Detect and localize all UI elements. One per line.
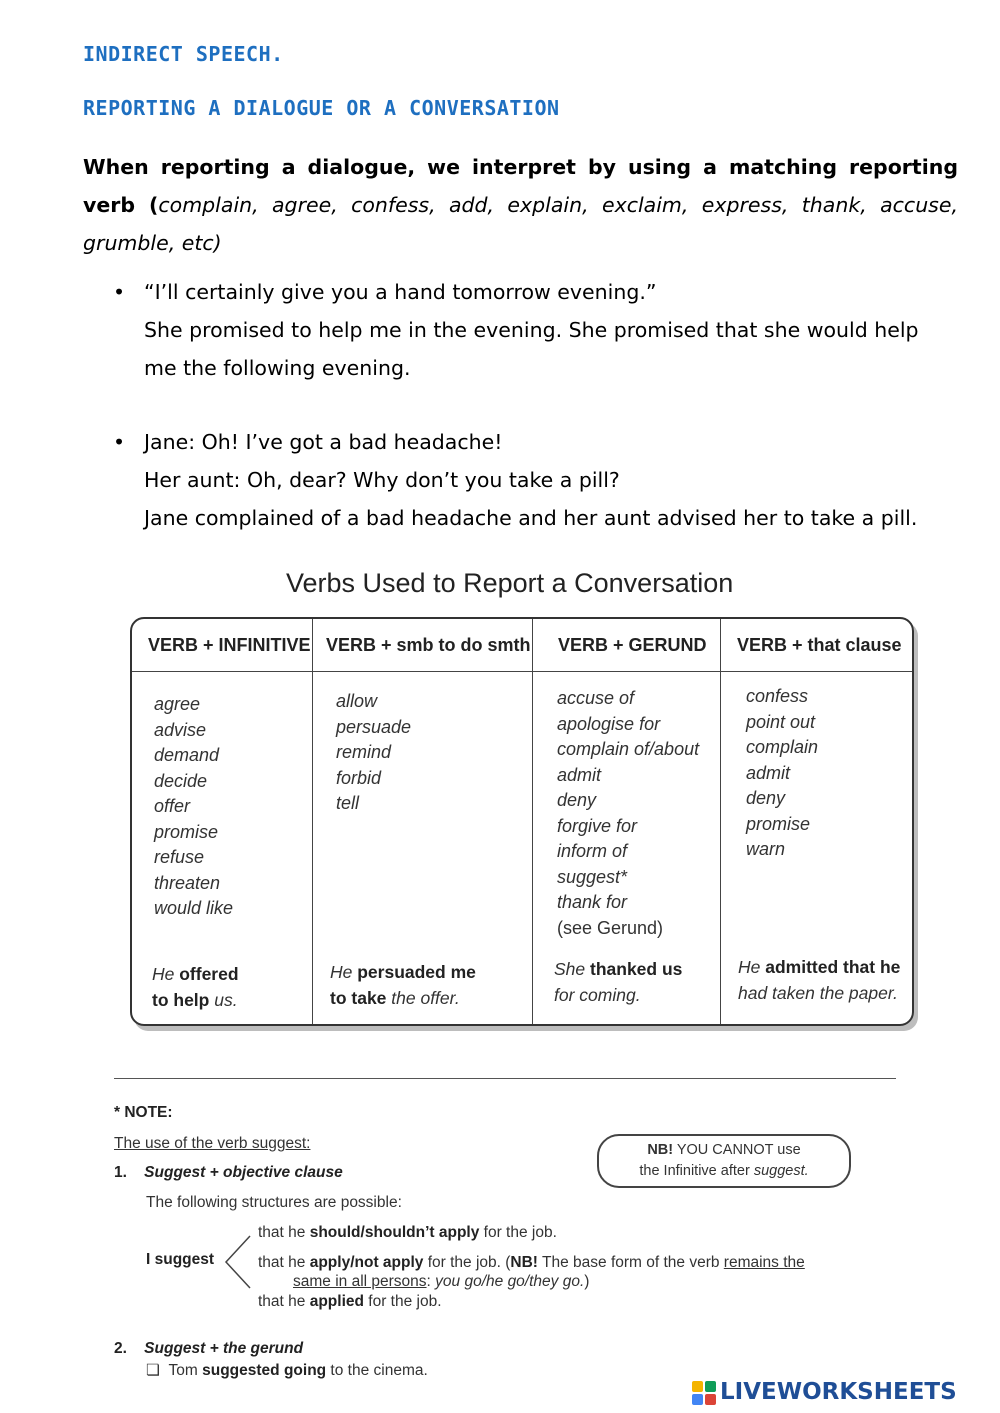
bullet-icon: •: [113, 430, 126, 454]
bullet-line: Her aunt: Oh, dear? Why don’t you take a pill?: [144, 468, 620, 492]
column-header: VERB + that clause: [737, 635, 902, 655]
verb-item: threaten: [154, 872, 221, 893]
verb-item: admit: [746, 762, 791, 783]
divider: [114, 1078, 896, 1079]
intro-bold: When reporting a dialogue, we interpret by using a matching reporting verb (: [83, 155, 958, 217]
verb-item: inform of: [557, 841, 628, 861]
section-heading: REPORTING A DIALOGUE OR A CONVERSATION: [83, 96, 560, 120]
bullet-line: She promised to help me in the evening. She promised that she would help: [144, 318, 919, 342]
verb-item: point out: [746, 711, 816, 732]
bracket-icon: [222, 1234, 252, 1290]
column-header: VERB + smb to do smth: [326, 635, 531, 655]
bullet-icon: •: [113, 280, 126, 304]
table-title: Verbs Used to Report a Conversation: [286, 568, 734, 598]
bullet-line: Jane: Oh! I’ve got a bad headache!: [144, 430, 503, 454]
verb-list: [557, 686, 699, 941]
verb-item: deny: [557, 790, 597, 810]
verb-item: promise: [746, 813, 811, 834]
verb-item: refuse: [154, 847, 205, 867]
verb-item: demand: [154, 745, 220, 765]
note-possible: The following structures are possible:: [146, 1194, 402, 1211]
table-example: She thanked us for coming.: [554, 959, 683, 1005]
verb-item: agree: [154, 694, 201, 714]
note-label: * NOTE:: [114, 1104, 173, 1121]
intro-paragraph: [83, 148, 958, 262]
verb-item: tell: [336, 793, 360, 813]
table-example: He admitted that he had taken the paper.: [738, 957, 901, 1003]
note-usage: The use of the verb suggest:: [114, 1135, 311, 1152]
liveworksheets-logo: [692, 1379, 957, 1407]
page-heading: INDIRECT SPEECH.: [83, 42, 284, 66]
note-example: ❏ Tom suggested going to the cinema.: [146, 1362, 428, 1379]
verb-item: forbid: [336, 767, 382, 788]
verb-list: [746, 684, 818, 863]
logo-icon: [692, 1381, 716, 1405]
brand-name: LIVEWORKSHEETS: [720, 1379, 957, 1405]
verb-item: allow: [336, 691, 378, 711]
table-example: He offered to help us.: [152, 964, 239, 1010]
i-suggest-label: I suggest: [146, 1251, 215, 1268]
verb-item: promise: [154, 821, 219, 842]
bullet-line: Jane complained of a bad headache and her aunt advised her to take a pill.: [144, 506, 918, 530]
verb-item: admit: [557, 764, 602, 785]
intro-italic: complain, agree, confess, add, explain, exclaim, express, thank, accuse, grumble, etc): [83, 193, 958, 255]
verb-item: remind: [336, 742, 392, 762]
verb-item: forgive for: [557, 815, 638, 836]
checkbox-icon: ❏: [146, 1362, 160, 1379]
structure-2: that he apply/not apply for the job. (NB! The base form of the verb remains the: [258, 1254, 805, 1271]
verb-item: decide: [154, 770, 208, 791]
note-item-2: 2. Suggest + the gerund: [114, 1340, 304, 1357]
verb-item: offer: [154, 796, 191, 816]
column-header: VERB + GERUND: [558, 635, 707, 655]
verb-item: warn: [746, 839, 786, 859]
bullet-line: me the following evening.: [144, 356, 411, 380]
verb-item: suggest*: [557, 866, 628, 887]
verb-item: apologise for: [557, 713, 661, 734]
table-example: He persuaded me to take the offer.: [330, 962, 476, 1008]
verb-item: accuse of: [557, 688, 635, 708]
note-item-1: 1. Suggest + objective clause: [114, 1164, 343, 1181]
verb-item: confess: [746, 686, 809, 706]
verb-item: complain of/about: [557, 739, 700, 759]
structure-3: that he applied for the job.: [258, 1293, 442, 1310]
verb-item: advise: [154, 719, 207, 740]
verbs-table: [130, 617, 914, 1026]
verb-item: (see Gerund): [557, 917, 664, 938]
column-header: VERB + INFINITIVE: [148, 635, 311, 655]
verb-item: persuade: [336, 716, 412, 737]
verb-item: would like: [154, 898, 234, 918]
nb-callout: NB! YOU CANNOT use the Infinitive after suggest.: [597, 1134, 851, 1188]
verb-item: complain: [746, 737, 819, 757]
bullet-line: “I’ll certainly give you a hand tomorrow evening.”: [144, 280, 657, 304]
verb-list: [336, 689, 411, 817]
verb-item: deny: [746, 788, 786, 808]
structure-2-cont: same in all persons: you go/he go/they go.): [293, 1273, 590, 1290]
verb-item: thank for: [557, 892, 628, 912]
structure-1: that he should/shouldn’t apply for the job.: [258, 1224, 557, 1241]
verb-list: [154, 692, 233, 922]
